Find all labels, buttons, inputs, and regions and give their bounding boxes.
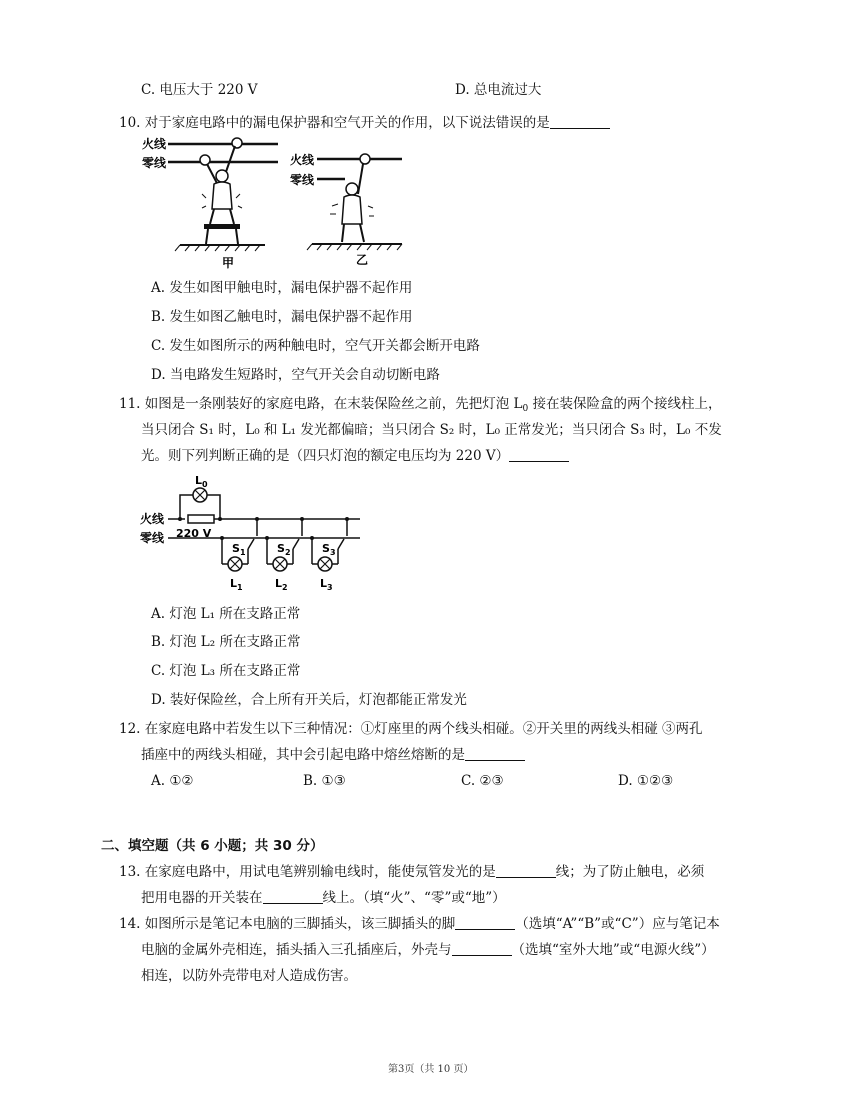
svg-text:220 V: 220 V <box>176 527 212 540</box>
svg-text:火线: 火线 <box>140 512 165 526</box>
answer-blank <box>455 916 515 930</box>
q10-option-b: B. 发生如图乙触电时，漏电保护器不起作用 <box>151 309 413 325</box>
q10-figure <box>140 134 420 274</box>
q13-line1: 13. 在家庭电路中，用试电笔辨别输电线时，能使氖管发光的是 线；为了防止触电，必须 <box>119 864 705 880</box>
q9-option-c: C. 电压大于 220 V <box>141 82 258 98</box>
q10-label-live: 火线 <box>142 137 167 151</box>
q12-line2: 插座中的两线头相碰，其中会引起电路中熔丝熔断的是 <box>141 745 525 765</box>
q13-line2: 把用电器的开关装在 线上。（填“火”、“零”或“地”） <box>141 890 506 906</box>
answer-blank <box>452 942 512 956</box>
q10-label-yi: 乙 <box>356 253 369 267</box>
q12-option-d: D. ①②③ <box>618 773 674 789</box>
page-footer: 第3页（共 10 页） <box>388 1064 474 1075</box>
q10-label-neutral2: 零线 <box>290 173 315 187</box>
q11-option-a: A. 灯泡 L₁ 所在支路正常 <box>151 606 301 622</box>
q10-stem: 10. 对于家庭电路中的漏电保护器和空气开关的作用，以下说法错误的是 <box>119 113 610 133</box>
q10-label-neutral: 零线 <box>142 156 167 170</box>
section-title: 二、填空题（共 6 小题；共 30 分） <box>101 838 324 854</box>
answer-blank <box>550 115 610 129</box>
svg-text:L2: $L_2$ <box>275 577 288 592</box>
svg-text:零线: 零线 <box>140 531 165 545</box>
branch-2 <box>265 517 304 592</box>
answer-blank <box>496 864 556 878</box>
svg-text:S1: $S_1$ <box>232 542 246 557</box>
q12-option-c: C. ②③ <box>461 773 504 789</box>
svg-text:L0: $L_0$ <box>195 474 208 489</box>
svg-text:L3: $L_3$ <box>320 577 333 592</box>
branch-3 <box>310 517 349 592</box>
svg-text:L1: $L_1$ <box>230 577 243 592</box>
svg-text:S3: $S_3$ <box>322 542 336 557</box>
q11-option-b: B. 灯泡 L₂ 所在支路正常 <box>151 634 301 650</box>
q11-option-d: D. 装好保险丝，合上所有开关后，灯泡都能正常发光 <box>151 692 467 708</box>
q10-option-c: C. 发生如图所示的两种触电时，空气开关都会断开电路 <box>151 338 480 354</box>
svg-text:S2: $S_2$ <box>277 542 291 557</box>
q14-line2: 电脑的金属外壳相连，插头插入三孔插座后，外壳与 （选填“室外大地”或“电源火线”） <box>141 942 715 958</box>
answer-blank <box>509 448 569 462</box>
branch-1 <box>220 517 259 592</box>
q14-line3: 相连，以防外壳带电对人造成伤害。 <box>141 968 357 984</box>
q10-label-live2: 火线 <box>290 153 315 167</box>
answer-blank <box>465 747 525 761</box>
q12-option-b: B. ①③ <box>303 773 346 789</box>
q9-option-d: D. 总电流过大 <box>455 82 542 98</box>
q10-option-a: A. 发生如图甲触电时，漏电保护器不起作用 <box>151 280 413 296</box>
q11-line3: 光。则下列判断正确的是（四只灯泡的额定电压均为 220 V） <box>141 446 569 466</box>
q11-line2: 当只闭合 S₁ 时，L₀ 和 L₁ 发光都偏暗；当只闭合 S₂ 时，L₀ 正常发光；当只闭合 S₃ 时，L₀ 不发 <box>141 422 722 438</box>
answer-blank <box>263 890 323 904</box>
q12-option-a: A. ①② <box>151 773 194 789</box>
q11-line1: 11. 如图是一条刚装好的家庭电路，在末装保险丝之前，先把灯泡 $L_0$ 接在装保险盒的两个接线柱上， <box>119 396 722 414</box>
q11-option-c: C. 灯泡 L₃ 所在支路正常 <box>151 663 301 679</box>
q10-label-jia: 甲 <box>222 256 235 270</box>
q11-circuit-figure <box>140 474 370 599</box>
q10-option-d: D. 当电路发生短路时，空气开关会自动切断电路 <box>151 367 440 383</box>
q12-line1: 12. 在家庭电路中若发生以下三种情况：①灯座里的两个线头相碰。②开关里的两线头相碰 ③两孔 <box>119 721 703 737</box>
q14-line1: 14. 如图所示是笔记本电脑的三脚插头，该三脚插头的脚 （选填“A”“B”或“C”）应与笔记本 <box>119 916 720 932</box>
